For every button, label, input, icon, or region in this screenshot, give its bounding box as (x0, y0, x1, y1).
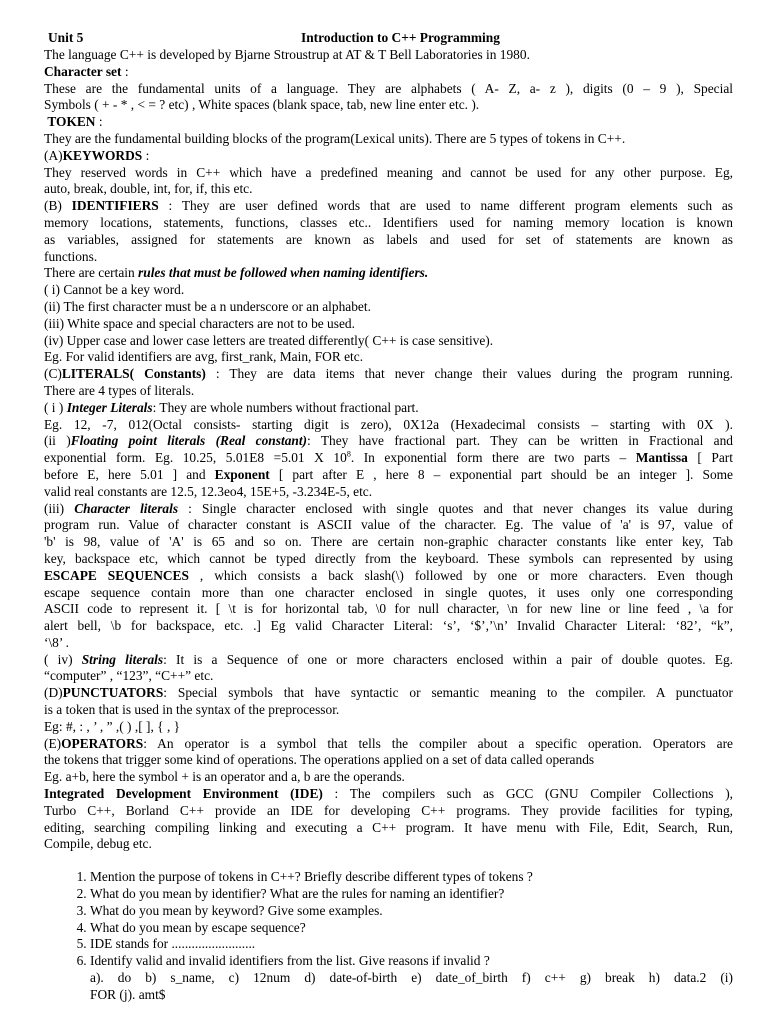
char-literals-line-9: ‘\8’ . (44, 634, 70, 650)
literals-line-2: There are 4 types of literals. (44, 382, 195, 398)
punctuators-heading: PUNCTUATORS (62, 685, 164, 701)
question-text: Mention the purpose of tokens in C++? Briefly describe different types of tokens ? (90, 869, 533, 885)
string-literals-line-1 (44, 652, 733, 669)
ide-line-1 (44, 786, 733, 803)
token-heading-line (44, 114, 733, 131)
keywords-heading: KEYWORDS (62, 147, 143, 163)
literals-heading: LITERALS( Constants) (61, 366, 206, 382)
integer-literals-text: : They are whole numbers without fractional part. (152, 399, 419, 415)
operators-prefix: (E) (44, 735, 62, 751)
ide-line-4: Compile, debug etc. (44, 836, 152, 852)
mantissa-term: Mantissa (635, 450, 688, 466)
punctuators-line-1 (44, 685, 733, 702)
char-literals-line-8: alert bell, \b for backspace, etc. .] Eg valid Character Literal: ‘s’, ‘$’,’\n’ Invalid Character Literal: ‘82’, “k”, (44, 618, 733, 634)
charset-colon: : (121, 63, 129, 79)
charset-line-2: Symbols ( + - * , < = ? etc) , White spaces (blank space, tab, new line enter etc. ). (44, 97, 480, 113)
section-gap (44, 853, 733, 869)
token-colon: : (95, 114, 103, 130)
operators-heading: OPERATORS (61, 735, 144, 751)
identifiers-prefix: (B) (44, 198, 72, 214)
rules-emphasis: rules that must be followed when naming identifiers. (138, 265, 429, 281)
char-line-1-text: : Single character enclosed with single quotes and that never changes its value during (178, 500, 733, 516)
float-literals-line-4: valid real constants are 12.5, 12.3eo4, 15E+5, -3.234E-5, etc. (44, 483, 373, 499)
operators-line-1 (44, 736, 733, 753)
ide-line-1-text: : The compilers such as GCC (GNU Compiler Collections ), (322, 786, 734, 802)
keywords-line-1: They reserved words in C++ which have a predefined meaning and cannot be used for any other purpose. Eg, (44, 164, 733, 180)
integer-literals-line (44, 400, 733, 417)
punctuators-line-1-text: : Special symbols that have syntactic or semantic meaning to the compiler. A punctuator (163, 685, 733, 701)
rules-intro-text: There are certain (44, 265, 139, 281)
float-line-2a: exponential form. Eg. 10.25, 5.01E8 =5.01 X 10 (44, 450, 347, 466)
identifiers-line-1 (44, 198, 733, 215)
identifier-rule-4: (iv) Upper case and lower case letters are treated differently( C++ is case sensitive). (44, 332, 494, 348)
punctuators-line-3: Eg: #, : , ’ , ” ,( ) ,[ ], { , } (44, 718, 181, 734)
exponent-term: Exponent (214, 466, 270, 482)
question-item (90, 886, 733, 903)
punctuators-line-2: is a token that is used in the syntax of the preprocessor. (44, 702, 340, 718)
identifiers-heading: IDENTIFIERS (71, 198, 159, 214)
ide-line-2: Turbo C++, Borland C++ provide an IDE for developing C++ programs. They provide facilities for typing, (44, 802, 733, 818)
identifier-rules-intro (44, 265, 733, 282)
char-literals-line-4: key, backspace etc, which cannot be typed directly from the keyboard. These symbols can represented by using (44, 550, 733, 566)
string-prefix: ( iv) (44, 651, 82, 667)
identifier-example: Eg. For valid identifiers are avg, first_rank, Main, FOR etc. (44, 349, 364, 365)
float-literals-heading: Floating point literals (Real constant) (70, 433, 308, 449)
identifiers-line-2: memory locations, statements, functions, classes etc.. Identifiers used for naming memory location is known (44, 214, 733, 230)
string-literals-line-2: “computer” , “123”, “C++” etc. (44, 668, 214, 684)
keywords-heading-line (44, 148, 733, 165)
identifiers-line-1-text: : They are user defined words that are used to name different program elements such as (158, 198, 733, 214)
char-literals-heading: Character literals (74, 500, 179, 516)
identifier-rule-3: (iii) White space and special characters are not to be used. (44, 315, 355, 331)
question-list (44, 869, 733, 1003)
identifier-rule-2: (ii) The first character must be a n underscore or an alphabet. (44, 298, 371, 314)
question-6-options-line-1: a). do b) s_name, c) 12num d) date-of-birth e) date_of_birth f) c++ g) break h) data.2 (i) (90, 970, 733, 986)
float-literals-line-3 (44, 467, 733, 484)
char-line-5-text: , which consists a back slash(\) followed by one or more characters. Even though (188, 567, 733, 583)
operators-line-2: the tokens that trigger some kind of operations. The operations applied on a set of data called operands (44, 752, 595, 768)
question-6-options-line-2: FOR (j). amt$ (90, 986, 166, 1002)
keywords-prefix: (A) (44, 147, 63, 163)
string-literals-heading: String literals (81, 651, 164, 667)
charset-heading: Character set (44, 63, 122, 79)
float-line-2b: . In exponential form there are two parts – (350, 450, 636, 466)
identifiers-line-4: functions. (44, 248, 98, 264)
literals-prefix: (C) (44, 366, 62, 382)
literals-line-1 (44, 366, 733, 383)
escape-sequences-term: ESCAPE SEQUENCES (44, 567, 189, 583)
token-line-1: They are the fundamental building blocks of the program(Lexical units). There are 5 types of tokens in C++. (44, 130, 626, 146)
ide-line-3: editing, searching compiling linking and executing a C++ program. It have menu with File, Edit, Search, Run, (44, 819, 733, 835)
charset-line-1: These are the fundamental units of a language. They are alphabets ( A- Z, a- z ), digits (0 – 9 ), Special (44, 80, 733, 96)
question-item (90, 953, 733, 1003)
float-line-3a: before E, here 5.01 ] and (44, 466, 215, 482)
integer-prefix: ( i ) (44, 399, 67, 415)
question-text: What do you mean by escape sequence? (90, 919, 306, 935)
float-line-1-text: : They have fractional part. They can be written in Fractional and (307, 433, 733, 449)
float-literals-line-1 (44, 433, 733, 450)
page-header (44, 30, 733, 47)
char-literals-line-7: ASCII code to represent it. [ \t is for horizontal tab, \0 for null character, \n for new line or line feed , \a for (44, 601, 733, 617)
question-text: What do you mean by identifier? What are the rules for naming an identifier? (90, 886, 505, 902)
float-literals-line-2 (44, 450, 733, 467)
float-line-2c: [ Part (687, 450, 733, 466)
string-line-1-text: : It is a Sequence of one or more characters enclosed within a pair of double quotes. Eg. (163, 651, 733, 667)
question-text: IDE stands for ......................... (90, 936, 256, 952)
question-item (90, 903, 733, 920)
punctuators-prefix: (D) (44, 685, 63, 701)
char-literals-line-2: program run. Value of character constant is ASCII value of the character. Eg. The value of 'a' is 97, value of (44, 517, 733, 533)
keywords-line-2: auto, break, double, int, for, if, this etc. (44, 181, 253, 197)
identifiers-line-3: as variables, assigned for statements are known as labels and used for set of statements are known as (44, 231, 733, 247)
ide-heading: Integrated Development Environment (IDE) (44, 786, 323, 802)
question-item (90, 920, 733, 937)
char-literals-line-6: escape sequence contain more than one character enclosed in single quotes, it uses only one corresponding (44, 584, 733, 600)
operators-line-1-text: : An operator is a symbol that tells the compiler about a specific operation. Operators are (143, 735, 733, 751)
literals-line-1-text: : They are data items that never change their values during the program running. (205, 366, 733, 382)
char-literals-line-1 (44, 501, 733, 518)
question-item (90, 869, 733, 886)
question-text: What do you mean by keyword? Give some examples. (90, 902, 383, 918)
float-superscript: 8 (346, 449, 351, 459)
identifier-rule-1: ( i) Cannot be a key word. (44, 282, 185, 298)
char-literals-line-3: 'b' is 98, value of 'A' is 65 and so on. There are certain non-graphic character constants like enter key, Tab (44, 534, 733, 550)
operators-line-3: Eg. a+b, here the symbol + is an operator and a, b are the operands. (44, 769, 405, 785)
question-text: Identify valid and invalid identifiers from the list. Give reasons if invalid ? (90, 953, 490, 969)
page-title: Introduction to C++ Programming (301, 30, 500, 45)
integer-literals-example: Eg. 12, -7, 012(Octal consists- starting digit is zero), 0X12a (Hexadecimal consists – starting with 0X ). (44, 416, 733, 432)
unit-label: Unit 5 (48, 30, 84, 45)
char-literals-line-5 (44, 568, 733, 585)
char-prefix: (iii) (44, 500, 75, 516)
keywords-colon: : (142, 147, 150, 163)
integer-literals-heading: Integer Literals (66, 399, 153, 415)
token-heading: TOKEN (47, 114, 96, 130)
float-prefix: (ii ) (44, 433, 71, 449)
float-line-3b: [ part after E , here 8 – exponential part should be an integer ]. Some (269, 466, 734, 482)
intro-paragraph: The language C++ is developed by Bjarne Stroustrup at AT & T Bell Laboratories in 1980. (44, 47, 530, 62)
question-item (90, 936, 733, 953)
charset-heading-line (44, 64, 733, 81)
